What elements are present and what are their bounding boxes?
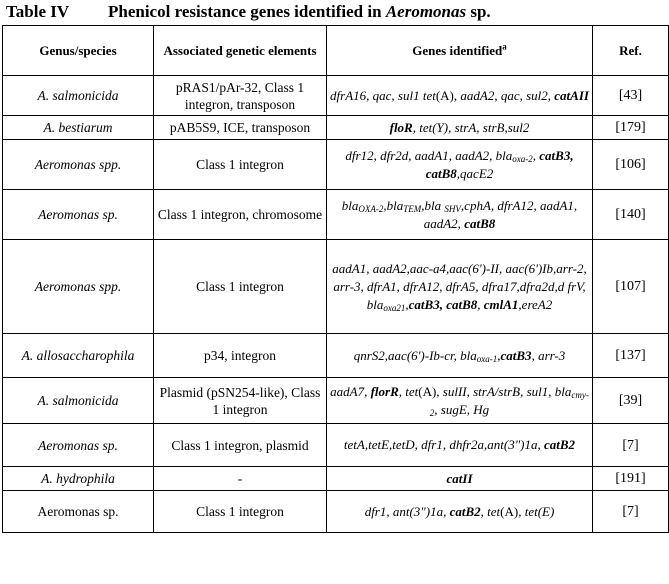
cell-genes bbox=[327, 334, 593, 378]
gene-text: , tet bbox=[480, 503, 501, 519]
header-ref: Ref. bbox=[593, 26, 669, 76]
cell-reference: [106] bbox=[593, 140, 669, 190]
cell-reference: [7] bbox=[593, 491, 669, 533]
table-row bbox=[3, 491, 669, 533]
cell-reference: [7] bbox=[593, 424, 669, 467]
gene-text: ,qacE2 bbox=[456, 165, 494, 181]
gene-name-bold: catB3 bbox=[500, 347, 532, 363]
cell-species: A. hydrophila bbox=[3, 467, 154, 491]
cell-species: A. bestiarum bbox=[3, 116, 154, 140]
gene-name-bold: floR bbox=[389, 119, 413, 135]
table-title-text: Phenicol resistance genes identified in bbox=[108, 2, 386, 21]
gene-subscript: SHV bbox=[444, 203, 461, 214]
gene-text: , arr-3 bbox=[531, 347, 566, 363]
gene-text: ,bla bbox=[383, 197, 404, 213]
table-row bbox=[3, 76, 669, 116]
gene-text: aadA1, aadA2,aac-a4,aac(6')-II, aac(6')Ib,arr-2, arr-3, dfrA1, dfrA12, dfrA5, dfra17,dfra2d,d frV, bla bbox=[332, 260, 587, 312]
table-row bbox=[3, 467, 669, 491]
gene-text: , bbox=[477, 296, 484, 312]
cell-genes bbox=[327, 378, 593, 424]
gene-text: tetA,tetE,tetD, dfr1, dhfr2a,ant(3")1a, bbox=[343, 437, 544, 452]
table-number: Table IV bbox=[6, 2, 70, 21]
table-row bbox=[3, 424, 669, 467]
gene-text: , aadA2, qac, sul2, bbox=[453, 87, 555, 103]
gene-text: dfr12, dfr2d, aadA1, aadA2, bla bbox=[345, 147, 513, 163]
gene-text: , bbox=[405, 296, 409, 312]
gene-text: , bbox=[532, 147, 540, 163]
gene-text: aadA7, bbox=[330, 383, 371, 399]
gene-text: ,cphA, dfrA12, aadA1, aadA2, bbox=[423, 197, 578, 231]
gene-subscript: oxa-1 bbox=[476, 353, 498, 364]
cell-species: Aeromonas sp. bbox=[3, 424, 154, 467]
resistance-genes-table bbox=[2, 25, 669, 533]
table-row bbox=[3, 240, 669, 334]
cell-species: Aeromonas spp. bbox=[3, 240, 154, 334]
gene-name-bold: cmlA1 bbox=[483, 296, 519, 312]
cell-species: A. salmonicida bbox=[3, 378, 154, 424]
gene-text: , tet(E) bbox=[518, 503, 555, 519]
table-title-genus: Aeromonas bbox=[385, 2, 467, 21]
gene-subscript: TEM bbox=[403, 203, 422, 214]
gene-name-bold: catAII bbox=[554, 87, 589, 103]
cell-reference: [107] bbox=[593, 240, 669, 334]
cell-genes bbox=[327, 424, 593, 467]
cell-genetic-elements: Class 1 integron, plasmid bbox=[154, 424, 327, 467]
gene-text: , tet bbox=[398, 383, 419, 399]
gene-name-bold: florR bbox=[370, 383, 399, 399]
cell-genes bbox=[327, 140, 593, 190]
gene-name-bold: catB3, catB8 bbox=[408, 296, 478, 312]
cell-species: Aeromonas sp. bbox=[3, 491, 154, 533]
gene-text: , tet(Y), strA, strB,sul2 bbox=[412, 119, 530, 135]
gene-text: qnrS2,aac(6')-Ib-cr, bla bbox=[353, 347, 477, 363]
cell-reference: [179] bbox=[593, 116, 669, 140]
cell-genetic-elements: Class 1 integron bbox=[154, 140, 327, 190]
cell-reference: [137] bbox=[593, 334, 669, 378]
cell-species: Aeromonas sp. bbox=[3, 190, 154, 240]
cell-genes bbox=[327, 467, 593, 491]
gene-text: ,ereA2 bbox=[518, 296, 553, 312]
gene-name-bold: catB3, catB8 bbox=[425, 147, 574, 181]
table-row bbox=[3, 116, 669, 140]
cell-genetic-elements: Class 1 integron bbox=[154, 240, 327, 334]
cell-genetic-elements: - bbox=[154, 467, 327, 491]
cell-genetic-elements: Class 1 integron, chromosome bbox=[154, 190, 327, 240]
cell-genes bbox=[327, 76, 593, 116]
cell-genetic-elements: Plasmid (pSN254-like), Class 1 integron bbox=[154, 378, 327, 424]
gene-text: , sugE, Hg bbox=[434, 401, 490, 417]
gene-name-bold: catB8 bbox=[464, 215, 496, 231]
header-row bbox=[3, 26, 669, 76]
gene-text: bla bbox=[341, 197, 359, 213]
cell-genetic-elements: pAB5S9, ICE, transposon bbox=[154, 116, 327, 140]
gene-text: (A) bbox=[418, 383, 437, 399]
cell-reference: [39] bbox=[593, 378, 669, 424]
cell-genes bbox=[327, 116, 593, 140]
table-caption bbox=[6, 2, 491, 22]
header-elements: Associated genetic elements bbox=[154, 26, 327, 76]
cell-genes bbox=[327, 240, 593, 334]
gene-subscript: cmy-2 bbox=[429, 389, 589, 418]
cell-genetic-elements: p34, integron bbox=[154, 334, 327, 378]
gene-subscript: oxa21 bbox=[383, 302, 406, 313]
gene-text: dfrA16, qac, sul1 tet bbox=[330, 87, 436, 103]
cell-genetic-elements: pRAS1/pAr-32, Class 1 integron, transposon bbox=[154, 76, 327, 116]
gene-text: , bbox=[497, 347, 501, 363]
gene-text: dfr1, ant(3")1a, bbox=[364, 503, 450, 519]
gene-text: (A) bbox=[500, 503, 519, 519]
table-row bbox=[3, 378, 669, 424]
cell-genetic-elements: Class 1 integron bbox=[154, 491, 327, 533]
cell-reference: [191] bbox=[593, 467, 669, 491]
header-genes: Genes identified$^a$ bbox=[327, 26, 593, 76]
cell-genes bbox=[327, 491, 593, 533]
cell-species: A. salmonicida bbox=[3, 76, 154, 116]
gene-subscript: OXA-2 bbox=[358, 203, 384, 214]
gene-text: ,bla bbox=[421, 197, 445, 213]
table-row bbox=[3, 190, 669, 240]
cell-reference: [140] bbox=[593, 190, 669, 240]
gene-text: (A) bbox=[435, 87, 454, 103]
cell-species: A. allosaccharophila bbox=[3, 334, 154, 378]
gene-text: , sulII, strA/strB, sul1, bla bbox=[436, 383, 572, 399]
gene-name-bold: catB2 bbox=[544, 437, 576, 452]
gene-subscript: oxa-2 bbox=[512, 153, 533, 164]
gene-name-bold: catII bbox=[446, 470, 473, 486]
cell-species: Aeromonas spp. bbox=[3, 140, 154, 190]
gene-name-bold: catB2 bbox=[449, 503, 481, 519]
table-title-suffix: sp. bbox=[466, 2, 491, 21]
table-row bbox=[3, 334, 669, 378]
header-species: Genus/species bbox=[3, 26, 154, 76]
cell-reference: [43] bbox=[593, 76, 669, 116]
cell-genes bbox=[327, 190, 593, 240]
footnote-marker: a bbox=[502, 41, 507, 52]
table-row bbox=[3, 140, 669, 190]
